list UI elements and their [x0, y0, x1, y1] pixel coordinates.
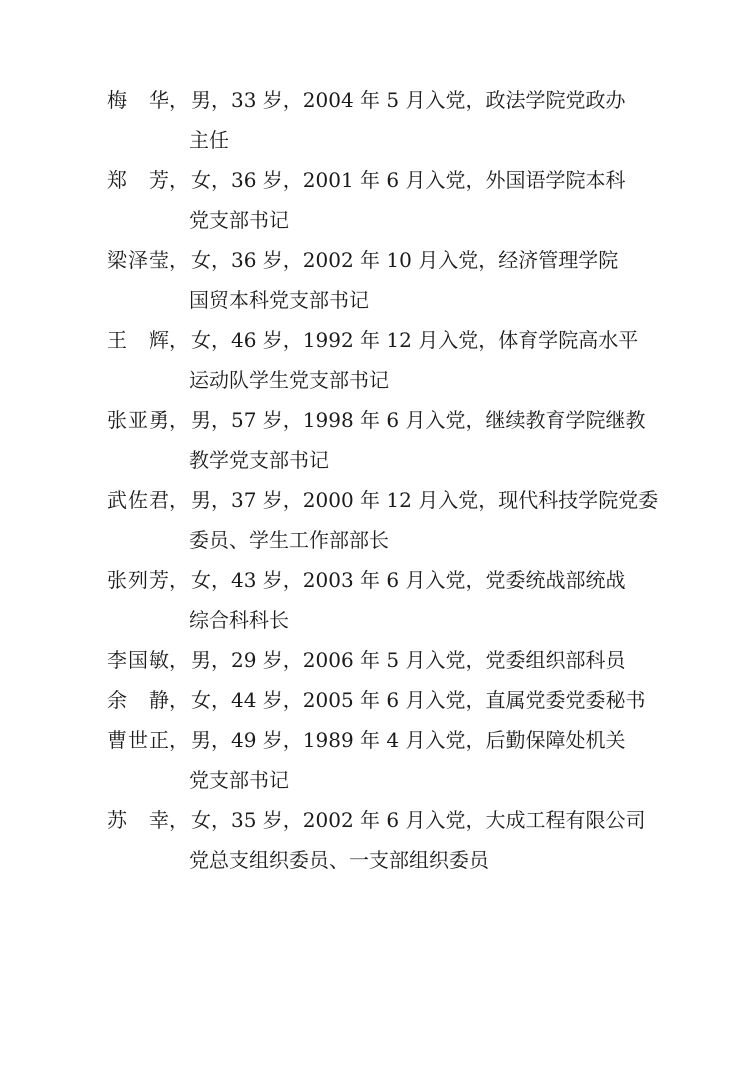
member-details: 女，35 岁，2002 年 6 月入党，大成工程有限公司	[191, 808, 646, 832]
separator: ，	[169, 808, 189, 832]
separator: ，	[169, 408, 189, 432]
list-item	[107, 720, 667, 800]
member-name: 余 静	[107, 688, 169, 712]
separator: ，	[169, 88, 189, 112]
separator: ，	[169, 648, 189, 672]
list-item	[107, 680, 667, 720]
list-item	[107, 640, 667, 680]
member-name: 武佐君	[107, 488, 169, 512]
separator: ，	[169, 488, 189, 512]
list-item	[107, 560, 667, 640]
member-details: 男，33 岁，2004 年 5 月入党，政法学院党政办	[191, 88, 626, 112]
member-name: 张亚勇	[107, 408, 169, 432]
member-name: 张列芳	[107, 568, 169, 592]
member-details: 女，36 岁，2001 年 6 月入党，外国语学院本科	[191, 168, 626, 192]
member-details-cont: 综合科科长	[189, 608, 289, 632]
separator: ，	[169, 328, 189, 352]
separator: ，	[169, 168, 189, 192]
member-details-cont: 党支部书记	[189, 208, 289, 232]
separator: ，	[169, 248, 189, 272]
member-details: 女，44 岁，2005 年 6 月入党，直属党委党委秘书	[191, 688, 646, 712]
list-item	[107, 240, 667, 320]
member-details: 男，37 岁，2000 年 12 月入党，现代科技学院党委	[191, 488, 659, 512]
member-list	[107, 80, 667, 880]
list-item	[107, 320, 667, 400]
member-name: 苏 幸	[107, 808, 169, 832]
member-details: 男，57 岁，1998 年 6 月入党，继续教育学院继教	[191, 408, 646, 432]
separator: ，	[169, 728, 189, 752]
member-details-cont: 运动队学生党支部书记	[189, 368, 389, 392]
list-item	[107, 480, 667, 560]
separator: ，	[169, 568, 189, 592]
member-name: 曹世正	[107, 728, 169, 752]
member-details: 女，46 岁，1992 年 12 月入党，体育学院高水平	[191, 328, 639, 352]
list-item	[107, 400, 667, 480]
member-name: 梅 华	[107, 88, 169, 112]
member-name: 梁泽莹	[107, 248, 169, 272]
member-name: 郑 芳	[107, 168, 169, 192]
member-details-cont: 党支部书记	[189, 768, 289, 792]
list-item	[107, 800, 667, 880]
member-details: 男，29 岁，2006 年 5 月入党，党委组织部科员	[191, 648, 626, 672]
member-details-cont: 党总支组织委员、一支部组织委员	[189, 848, 489, 872]
member-name: 李国敏	[107, 648, 169, 672]
member-details-cont: 委员、学生工作部部长	[189, 528, 389, 552]
member-details: 女，43 岁，2003 年 6 月入党，党委统战部统战	[191, 568, 626, 592]
member-details-cont: 主任	[189, 128, 229, 152]
list-item	[107, 160, 667, 240]
member-details-cont: 教学党支部书记	[189, 448, 329, 472]
member-details-cont: 国贸本科党支部书记	[189, 288, 369, 312]
list-item	[107, 80, 667, 160]
member-name: 王 辉	[107, 328, 169, 352]
member-details: 女，36 岁，2002 年 10 月入党，经济管理学院	[191, 248, 619, 272]
separator: ，	[169, 688, 189, 712]
member-details: 男，49 岁，1989 年 4 月入党，后勤保障处机关	[191, 728, 626, 752]
